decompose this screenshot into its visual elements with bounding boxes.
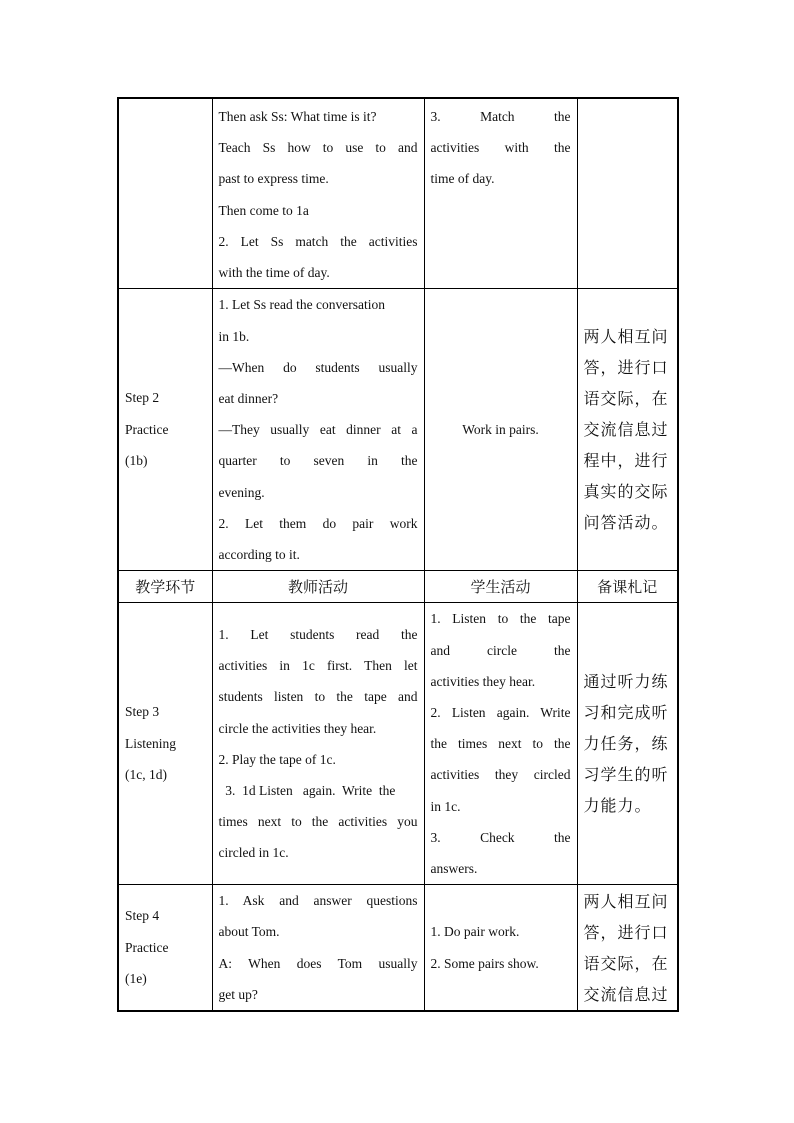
note-line: 交流信息过: [583, 420, 669, 440]
student-activity-cell: [424, 289, 577, 571]
note-line: 真实的交际: [583, 482, 669, 502]
text-line: 3. 1d Listen again. Write the: [218, 782, 396, 798]
text-line: activities they hear.: [430, 673, 536, 689]
note-line: 习和完成听: [583, 703, 669, 723]
note-line: 语交际，在: [583, 953, 669, 973]
note-line: 程中，进行: [583, 451, 669, 471]
text-line: with the time of day.: [218, 265, 330, 281]
note-line: 问答活动。: [583, 513, 669, 533]
step-label: Step 3: [125, 704, 160, 720]
student-activity-cell: [424, 885, 577, 1011]
text-line: A: When does Tom usually: [218, 955, 418, 971]
text-line: 3. Match the: [430, 109, 571, 124]
text-line: get up?: [218, 986, 258, 1002]
text-line: past to express time.: [218, 171, 329, 187]
step-cell: [118, 885, 212, 1011]
notes-cell: [577, 98, 678, 289]
student-activity-cell: [424, 603, 577, 885]
text-line: activities they circled: [430, 767, 571, 783]
step-cell: [118, 98, 212, 289]
text-line: 1. Let students read the: [218, 626, 418, 642]
note-line: 力能力。: [583, 796, 652, 816]
table-row: [118, 885, 678, 1011]
text-line: Teach Ss how to use to and: [218, 140, 418, 156]
teacher-activity-cell: [212, 885, 424, 1011]
text-line: activities with the: [430, 140, 571, 156]
text-line: circle the activities they hear.: [218, 720, 377, 736]
text-line: 2. Listen again. Write: [430, 704, 571, 720]
text-line: answers.: [430, 860, 478, 876]
lesson-plan-table: [117, 97, 679, 1012]
table-row: [118, 603, 678, 885]
text-line: in 1c.: [430, 798, 461, 814]
text-line: 3. Check the: [430, 829, 571, 845]
text-line: activities in 1c first. Then let: [218, 658, 418, 674]
table-header-row: [118, 571, 678, 603]
notes-cell: [577, 289, 678, 571]
text-line: time of day.: [430, 171, 495, 187]
text-line: 1. Let Ss read the conversation: [218, 297, 385, 313]
note-line: 答，进行口: [583, 922, 669, 942]
text-line: evening.: [218, 484, 265, 500]
step-cell: [118, 289, 212, 571]
text-line: and circle the: [430, 642, 571, 658]
teacher-activity-cell: [212, 289, 424, 571]
step-label: (1b): [125, 453, 148, 469]
text-line: in 1b.: [218, 328, 250, 344]
header-teacher: 教师活动: [212, 571, 424, 603]
header-notes: 备课札记: [577, 571, 678, 603]
step-label: Practice: [125, 421, 169, 437]
table-row: [118, 98, 678, 289]
notes-cell: [577, 885, 678, 1011]
text-line: 1. Do pair work.: [430, 924, 520, 940]
text-line: 1. Listen to the tape: [430, 611, 571, 627]
text-line: students listen to the tape and: [218, 689, 418, 705]
step-label: Listening: [125, 735, 176, 751]
table-row: [118, 289, 678, 571]
text-line: 2. Let them do pair work: [218, 515, 418, 531]
text-line: 2. Play the tape of 1c.: [218, 751, 336, 767]
teacher-activity-cell: [212, 98, 424, 289]
text-line: Then ask Ss: What time is it?: [218, 109, 377, 124]
text-line: about Tom.: [218, 924, 280, 940]
student-activity-cell: [424, 98, 577, 289]
step-label: (1e): [125, 971, 147, 987]
step-label: Step 2: [125, 390, 160, 406]
step-label: (1c, 1d): [125, 767, 167, 783]
text-line: 2. Let Ss match the activities: [218, 233, 418, 249]
note-line: 力任务，练: [583, 734, 669, 754]
text-line: 1. Ask and answer questions: [218, 893, 418, 909]
text-line: circled in 1c.: [218, 845, 289, 861]
step-cell: [118, 603, 212, 885]
note-line: 通过听力练: [583, 672, 669, 692]
text-line: the times next to the: [430, 736, 571, 752]
text-line: —They usually eat dinner at a: [218, 422, 418, 438]
text-line: times next to the activities you: [218, 814, 418, 830]
teacher-activity-cell: [212, 603, 424, 885]
note-line: 习学生的听: [583, 765, 669, 785]
note-line: 交流信息过: [583, 984, 669, 1004]
note-line: 答，进行口: [583, 358, 669, 378]
step-label: Step 4: [125, 908, 160, 924]
text-line: Then come to 1a: [218, 202, 309, 218]
note-line: 语交际，在: [583, 389, 669, 409]
text-line: eat dinner?: [218, 390, 279, 406]
text-line: Work in pairs.: [462, 422, 539, 438]
header-step: 教学环节: [118, 571, 212, 603]
note-line: 两人相互问: [583, 327, 669, 347]
text-line: according to it.: [218, 546, 300, 562]
note-line: 两人相互问: [583, 891, 669, 911]
notes-cell: [577, 603, 678, 885]
step-label: Practice: [125, 939, 169, 955]
text-line: —When do students usually: [218, 359, 418, 375]
text-line: 2. Some pairs show.: [430, 955, 539, 971]
header-student: 学生活动: [424, 571, 577, 603]
text-line: quarter to seven in the: [218, 453, 418, 469]
